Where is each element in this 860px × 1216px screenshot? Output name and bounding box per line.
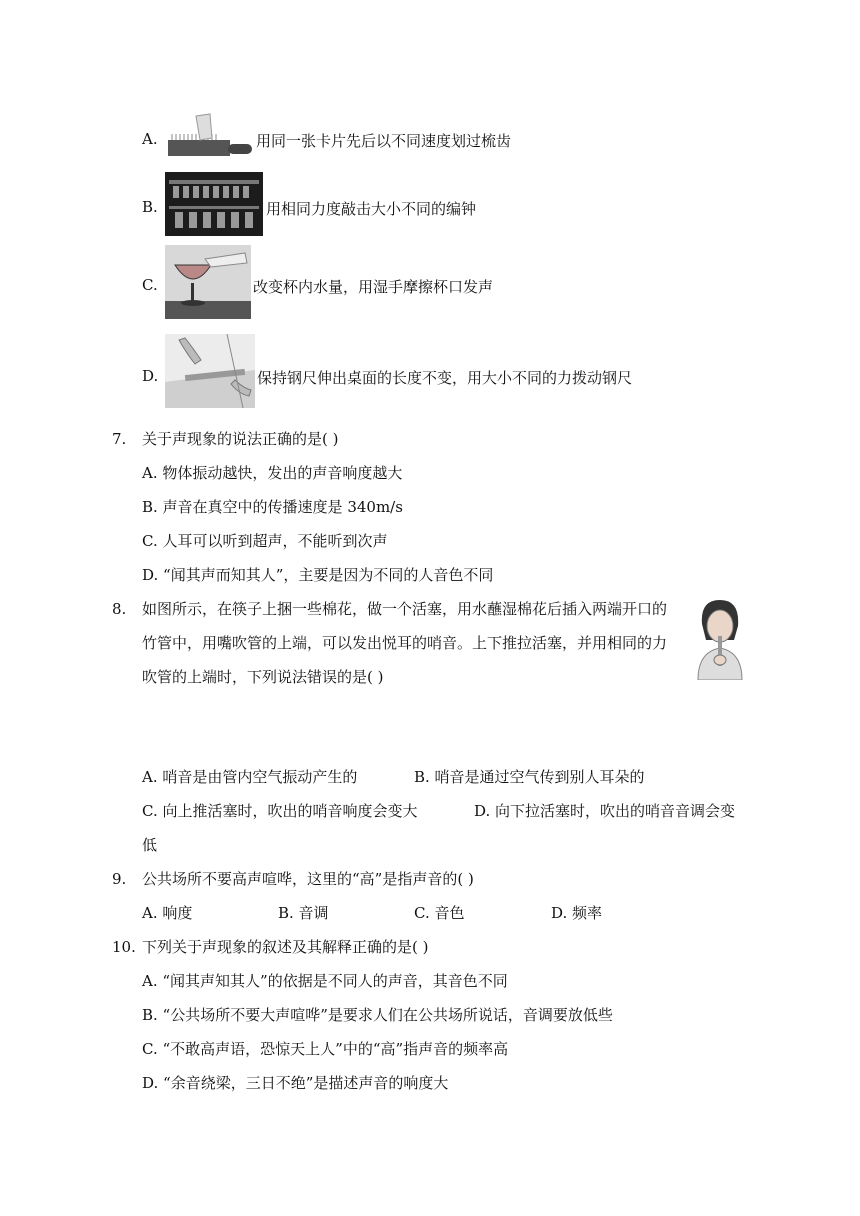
q9-stem: 公共场所不要高声喧哗，这里的“高”是指声音的( ) — [142, 870, 474, 888]
q6-option-c-text: 改变杯内水量，用湿手摩擦杯口发声 — [253, 278, 494, 296]
q8-option-c: C. 向上推活塞时，吹出的哨音响度会变大 — [142, 802, 418, 820]
wine-glass-image — [165, 245, 251, 319]
q6-option-b-letter: B. — [142, 198, 158, 216]
q8-number: 8. — [112, 600, 127, 618]
girl-blowing-pipe-image — [688, 596, 750, 680]
q7-option-a: A. 物体振动越快，发出的声音响度越大 — [142, 464, 403, 482]
q7-number: 7. — [112, 430, 127, 448]
q8-option-a: A. 哨音是由管内空气振动产生的 — [142, 768, 358, 786]
q9-option-a: A. 响度 — [142, 904, 193, 922]
q6-option-a-text: 用同一张卡片先后以不同速度划过梳齿 — [256, 132, 512, 150]
q7-stem: 关于声现象的说法正确的是( ) — [142, 430, 339, 448]
q10-option-c: C. “不敢高声语，恐惊天上人”中的“高”指声音的频率高 — [142, 1040, 509, 1058]
q8-stem-line-3: 吹管的上端时，下列说法错误的是( ) — [142, 668, 384, 686]
q8-stem-line-1: 如图所示，在筷子上捆一些棉花，做一个活塞，用水蘸湿棉花后插入两端开口的 — [142, 600, 668, 618]
q10-option-a: A. “闻其声知其人”的依据是不同人的声音，其音色不同 — [142, 972, 508, 990]
q10-stem: 下列关于声现象的叙述及其解释正确的是( ) — [142, 938, 429, 956]
q6-option-a — [142, 130, 158, 148]
q6-option-c — [142, 276, 158, 294]
q9-option-d: D. 频率 — [551, 904, 603, 922]
q6-option-b-text: 用相同力度敲击大小不同的编钟 — [266, 200, 477, 218]
chime-bells-image — [165, 172, 263, 236]
q7-stem-row — [112, 428, 338, 449]
q7-option-b: B. 声音在真空中的传播速度是 340m/s — [142, 498, 403, 516]
q9-option-c: C. 音色 — [414, 904, 465, 922]
q8-stem-row-1 — [112, 598, 667, 619]
q6-option-d — [142, 367, 158, 385]
q9-stem-row — [112, 868, 474, 889]
q9-option-b: B. 音调 — [278, 904, 329, 922]
q7-option-d: D. “闻其声而知其人”，主要是因为不同的人音色不同 — [142, 566, 494, 584]
q6-option-d-text: 保持钢尺伸出桌面的长度不变，用大小不同的力拨动钢尺 — [257, 369, 633, 387]
q10-number: 10. — [112, 938, 136, 956]
steel-ruler-image — [165, 334, 255, 408]
q6-option-c-letter: C. — [142, 276, 158, 294]
q6-option-b — [142, 198, 158, 216]
q8-stem-line-2: 竹管中，用嘴吹管的上端，可以发出悦耳的哨音。上下推拉活塞，并用相同的力 — [142, 634, 668, 652]
q8-option-b: B. 哨音是通过空气传到别人耳朵的 — [414, 768, 645, 786]
q6-option-d-letter: D. — [142, 367, 159, 385]
q8-option-d: D. 向下拉活塞时，吹出的哨音音调会变 — [474, 802, 736, 820]
q6-option-a-letter: A. — [142, 130, 158, 148]
q10-option-b: B. “公共场所不要大声喧哗”是要求人们在公共场所说话，音调要放低些 — [142, 1006, 613, 1024]
comb-card-image — [166, 112, 254, 162]
q7-option-c: C. 人耳可以听到超声，不能听到次声 — [142, 532, 388, 550]
q10-stem-row — [112, 936, 428, 957]
q10-option-d: D. “余音绕梁，三日不绝”是描述声音的响度大 — [142, 1074, 449, 1092]
q8-option-d-wrap: 低 — [142, 836, 158, 854]
q9-number: 9. — [112, 870, 127, 888]
